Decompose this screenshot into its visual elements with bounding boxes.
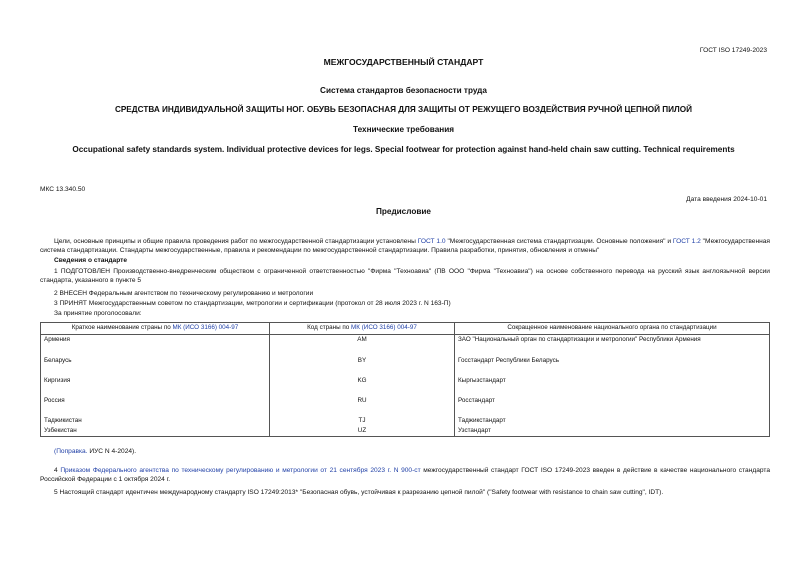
main-title: СРЕДСТВА ИНДИВИДУАЛЬНОЙ ЗАЩИТЫ НОГ. ОБУВЬ БЕЗОПАСНАЯ ДЛЯ ЗАЩИТЫ ОТ РЕЖУЩЕГО ВОЗДЕЙСТВИЯ РУЧНОЙ ЦЕПНОЙ ПИЛОЙ bbox=[114, 105, 693, 114]
country-cell: Узбекистан bbox=[44, 426, 77, 434]
order-link[interactable]: Приказом Федерального агентства по техническому регулированию и метрологии от 21 сентября 2023 г. N 900-ст bbox=[60, 467, 421, 474]
series-title: Система стандартов безопасности труда bbox=[320, 86, 487, 95]
country-cell: Армения bbox=[44, 336, 70, 343]
column-header-country: Краткое наименование страны по МК (ИСО 3166) 004-97 bbox=[41, 323, 270, 335]
mks-code: МКС 13.340.50 bbox=[40, 186, 86, 193]
voted-label: За принятие проголосовали: bbox=[54, 310, 142, 317]
preface-text: Цели, основные принципы и общие правила проведения работ по межгосударственной стандартизации установлены bbox=[54, 238, 418, 245]
body-cell: Госстандарт Республики Беларусь bbox=[458, 356, 560, 364]
country-cell: Россия bbox=[44, 396, 65, 404]
info-heading: Сведения о стандарте bbox=[54, 257, 128, 264]
table-row bbox=[41, 335, 770, 356]
item-number: 4 bbox=[54, 467, 61, 474]
country-cell: Киргизия bbox=[44, 376, 71, 384]
column-header-code: Код страны по МК (ИСО 3166) 004-97 bbox=[270, 323, 455, 335]
preface-text: "Межгосударственная система стандартизации. Основные положения" и bbox=[445, 238, 673, 245]
classifier-link[interactable]: МК (ИСО 3166) 004-97 bbox=[351, 324, 417, 331]
voting-table bbox=[40, 322, 770, 437]
amendment-note bbox=[54, 448, 136, 455]
code-cell: BY bbox=[270, 356, 455, 376]
gost-1-0-link[interactable]: ГОСТ 1.0 bbox=[417, 238, 446, 245]
body-cell: Узстандарт bbox=[458, 426, 491, 434]
code-cell: TJ bbox=[270, 416, 455, 426]
table-row bbox=[41, 356, 770, 376]
preface-item-5: 5 Настоящий стандарт идентичен международному стандарту ISO 17249:2013* "Безопасная обувь, устойчивая к разрезанию цепной пилой" ("Safety footwear with resistance to chain saw cutting", IDT). bbox=[54, 489, 664, 496]
table-row bbox=[41, 426, 770, 437]
body-cell: Таджикстандарт bbox=[458, 416, 506, 424]
subtitle: Технические требования bbox=[352, 125, 455, 134]
table-row bbox=[41, 416, 770, 426]
preface-heading: Предисловие bbox=[376, 207, 431, 216]
code-cell: AM bbox=[270, 335, 455, 356]
item-text: межгосударственный стандарт ГОСТ ISO 17249-2023 введен в действие в качестве национального стандарта Российской Федерации с 1 октября 2024 г. bbox=[40, 467, 771, 483]
preface-item-3: 3 ПРИНЯТ Межгосударственным советом по стандартизации, метрологии и сертификации (протокол от 28 июля 2023 г. N 163-П) bbox=[54, 300, 451, 307]
table-row bbox=[41, 396, 770, 416]
amendment-link[interactable]: (Поправка. bbox=[54, 448, 88, 455]
code-cell: KG bbox=[270, 376, 455, 396]
preface-paragraph-1 bbox=[40, 237, 770, 255]
country-cell: Беларусь bbox=[44, 356, 72, 364]
intro-date: Дата введения 2024-10-01 bbox=[686, 196, 767, 203]
country-cell: Таджикистан bbox=[44, 416, 82, 424]
body-cell: Кыргызстандарт bbox=[458, 376, 506, 384]
document-code: ГОСТ ISO 17249-2023 bbox=[699, 47, 767, 54]
preface-text: "Межгосударственная система стандартизации. Стандарты межгосударственные, правила и рекомендации по межгосударственной стандартизации. Правила разработки, принятия, обновления и отмены" bbox=[40, 238, 770, 254]
preface-item-2: 2 ВНЕСЕН Федеральным агентством по техническому регулированию и метрологии bbox=[54, 290, 314, 297]
body-cell: Росстандарт bbox=[458, 396, 495, 404]
code-cell: RU bbox=[270, 396, 455, 416]
english-title: Occupational safety standards system. Individual protective devices for legs. Special footwear for protection against hand-held chain saw cutting. Technical requirements bbox=[72, 145, 735, 154]
gost-1-2-link[interactable]: ГОСТ 1.2 bbox=[672, 238, 701, 245]
amendment-text: ИУС N 4-2024). bbox=[87, 448, 137, 455]
document-type-heading: МЕЖГОСУДАРСТВЕННЫЙ СТАНДАРТ bbox=[323, 57, 484, 67]
body-cell: ЗАО "Национальный орган по стандартизации и метрологии" Республики Армения bbox=[458, 336, 701, 343]
preface-item-4 bbox=[40, 466, 770, 484]
preface-item-1: 1 ПОДГОТОВЛЕН Производственно-внедренческим обществом с ограниченной ответственностью "Фирма "Техноавиа" (ПВ ООО "Фирма "Техноавиа") на основе собственного перевода на русский язык англоязычной версии стандарта, указанного в пункте 5 bbox=[40, 268, 770, 284]
table-row bbox=[41, 376, 770, 396]
code-cell: UZ bbox=[270, 426, 455, 437]
classifier-link[interactable]: МК (ИСО 3166) 004-97 bbox=[172, 324, 239, 331]
column-header-body: Сокращенное наименование национального органа по стандартизации bbox=[455, 323, 770, 335]
